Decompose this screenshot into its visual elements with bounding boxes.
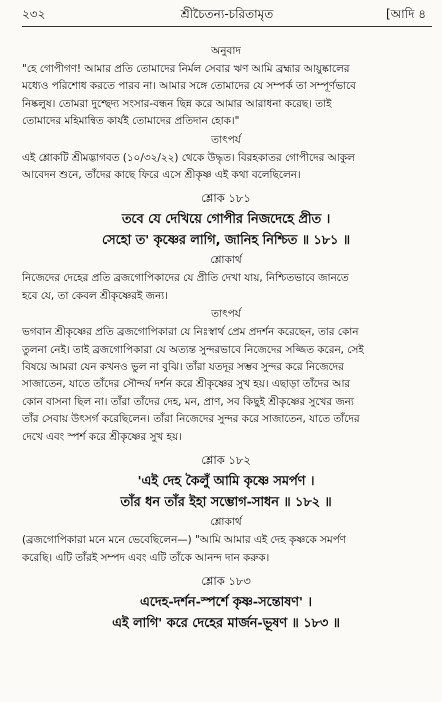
paragraph-line: কোন বাসনা ছিল না। তাঁরা তাঁদের দেহ, মন, প্রাণ, সব কিছুই শ্রীকৃষ্ণের সুখের জন্য [22,395,354,408]
page-number: ২৩২ [22,7,46,21]
section-marker: [আদি ৪ [385,7,426,21]
paragraph-line: হবে যে, তা কেবল শ্রীকৃষ্ণেরই জন্য। [22,289,168,302]
paragraph-line: সাজাতেন, যাতে তাঁদের সৌন্দর্য দর্শন করে শ্রীকৃষ্ণের সুখ হয়। এছাড়া তাঁদের আর [22,378,351,391]
section-label: অনুবাদ [211,45,241,57]
verse-line: এই লাগি' করে দেহের মার্জন-ভূষণ ॥ ১৮৩ ॥ [112,615,340,631]
page-header [22,6,432,24]
paragraph [22,324,430,446]
paragraph-line: তুলনা নেই। তাই ব্রজগোপিকারা যে অত্যন্ত সুন্দরভাবে নিজেদের সজ্জিত করেন, সেই [22,343,364,356]
verse-number: শ্লোক ১৮৩ [201,573,251,588]
paragraph-line: তাঁর সেবায় উৎসর্গ করেছিলেন। তাঁরা নিজেদের সুন্দর করে সাজাতেন, যাতে তাঁদের [22,413,360,426]
paragraph-line: ভগবান শ্রীকৃষ্ণের প্রতি ব্রজগোপিকারা যে নিঃস্বার্থ প্রেম প্রদর্শন করেছেন, তার কোন [22,326,359,339]
paragraph-line: মধ্যেও পরিশোধ করতে পারব না। আমার সঙ্গে তোমাদের যে সম্পর্ক তা সম্পূর্ণভাবে [22,80,356,93]
verse-number: শ্লোক ১৮১ [201,191,251,206]
paragraph [22,150,430,185]
verse-number: শ্লোক ১৮২ [201,453,251,468]
paragraph-line: আবেদন শুনে, তাঁদের কাছে ফিরে এসে শ্রীকৃষ্ণ এই কথা বলেছিলেন। [22,169,301,182]
paragraph [22,532,430,567]
section-label: তাৎপর্য [211,308,241,321]
paragraph-line: নিষ্কলুষ। তোমরা দুশ্ছেদ্য সংসার-বন্ধন ছিন্ন করে আমার আরাধনা করেছ। তাই [22,97,332,110]
verse-text [22,592,430,634]
running-title: শ্রীচৈতন্য-চরিতামৃত [180,7,274,21]
paragraph-line: তোমাদের মহিমান্বিত কার্যই তোমাদের প্রতিদান হোক।" [22,115,240,128]
verse-line: এদেহ-দর্শন-স্পর্শে কৃষ্ণ-সন্তোষণ' । [140,594,312,610]
paragraph-line: (ব্রজগোপিকারা মনে মনে ভেবেছিলেন—) "আমি আমার এই দেহ কৃষ্ণকে সমর্পণ [22,534,346,547]
verse-line: তাঁর ধন তাঁর ইহা সম্ভোগ-সাধন ॥ ১৮২ ॥ [120,495,332,511]
header-rule [22,26,432,27]
verse-text [22,209,430,251]
paragraph [22,61,430,131]
verse-line: 'এই দেহ কৈলুঁ আমি কৃষ্ণে সমর্পণ । [137,474,315,490]
paragraph-line: এই শ্লোকটি শ্রীমদ্ভাগবত (১০/৩২/২২) থেকে উদ্ধৃত। বিরহকাতর গোপীদের আকুল [22,151,355,164]
verse-line: সেহো ত' কৃষ্ণের লাগি, জানিহ নিশ্চিত ॥ ১৮১ ॥ [101,233,351,249]
page-content [22,42,430,634]
section-label: তাৎপর্য [211,133,241,146]
section-label: শ্লোকার্থ [210,516,242,529]
paragraph-line: দেখে এবং স্পর্শ করে শ্রীকৃষ্ণের সুখ হয়। [22,430,182,443]
paragraph-line: বিষয়ে আমরা যেন কখনও ভুল না বুঝি। তাঁরা যতদূর সম্ভব সুন্দর করে নিজেদের [22,361,344,374]
verse-line: তবে যে দেখিয়ে গোপীর নিজদেহে প্রীত । [121,212,331,228]
paragraph [22,270,430,305]
section-label: শ্লোকার্থ [210,254,242,267]
paragraph-line: নিজেদের দেহের প্রতি ব্রজগোপিকাদের যে প্রীতি দেখা যায়, নিশ্চিতভাবে জানতে [22,272,349,285]
verse-text [22,471,430,513]
paragraph-line: "হে গোপীগণ! আমার প্রতি তোমাদের নির্মল সেবার ঋণ আমি ব্রহ্মার আয়ুষ্কালের [22,63,350,75]
paragraph-line: করেছি। এটি তাঁরই সম্পদ এবং এটি তাঁকে আনন্দ দান করুক। [22,551,270,564]
